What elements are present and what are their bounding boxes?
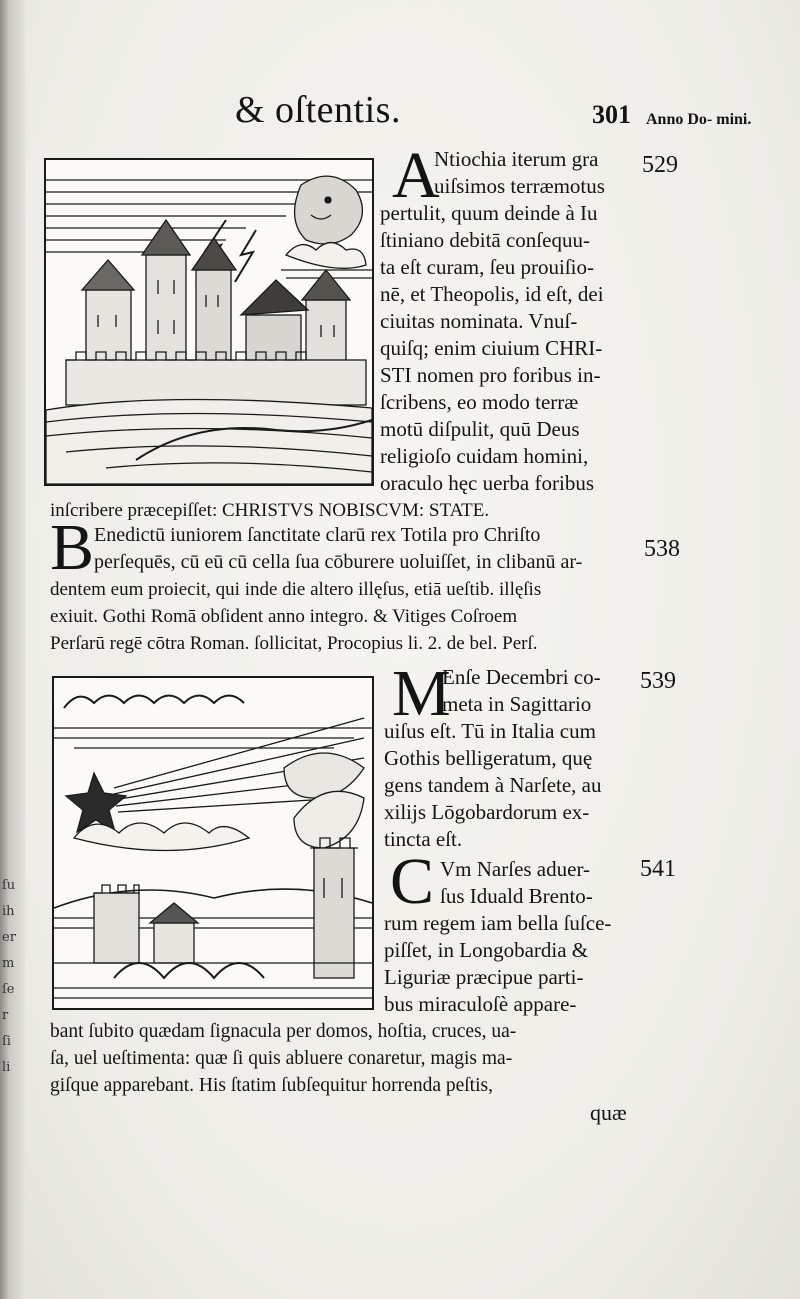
text-line: tincta eſt. <box>384 827 463 851</box>
margin-year: 529 <box>642 152 678 178</box>
woodcut-comet <box>52 676 374 1010</box>
margin-year: 541 <box>640 856 676 882</box>
text-line: xilijs Lōgobardorum ex- <box>384 800 590 824</box>
binding-gutter <box>0 0 26 1299</box>
page-number: 301 <box>592 100 631 129</box>
drop-cap: C <box>390 845 435 918</box>
text-line: Liguriæ præcipue parti- <box>384 965 584 989</box>
facing-page-fragment: ſu <box>2 878 16 893</box>
text-line: perſequēs, cū eū cū cella ſua cōburere uoluiſſet, in clibanū ar- <box>94 551 583 573</box>
text-line: ſa, uel ueſtimenta: quæ ſi quis abluere conaretur, magis ma- <box>50 1048 513 1069</box>
text-line: uiſsimos terræmotus <box>434 174 605 198</box>
facing-page-fragment: ſi <box>2 1034 11 1049</box>
woodcut-earthquake-city <box>44 158 374 486</box>
text-line: exiuit. Gothi Romā obſident anno integro. & Vitiges Coſroem <box>50 606 518 627</box>
drop-cap: B <box>50 511 95 584</box>
text-line: dentem eum proiecit, qui inde die altero illęſus, etiā ueſtib. illęſis <box>50 579 542 600</box>
facing-page-fragment: r <box>2 1008 9 1023</box>
text-line: Ntiochia iterum gra <box>434 147 599 171</box>
text-line: motū diſpulit, quū Deus <box>380 417 580 441</box>
facing-page-fragment: ſe <box>2 982 15 997</box>
margin-year: 538 <box>644 536 680 562</box>
text-line: ta eſt curam, ſeu prouiſio- <box>380 255 595 279</box>
text-line: giſque apparebant. His ſtatim ſubſequitur horrenda peſtis, <box>50 1075 493 1096</box>
facing-page-fragment: ih <box>2 904 15 919</box>
text-line: nē, et Theopolis, id eſt, dei <box>380 282 604 306</box>
text-line: ſcribens, eo modo terræ <box>380 390 579 414</box>
facing-page-fragment: li <box>2 1060 11 1075</box>
text-line: Enedictū iuniorem ſanctitate clarū rex Totila pro Chriſto <box>94 524 541 546</box>
text-line: ſtiniano debitā conſequu- <box>380 228 590 252</box>
drop-cap: A <box>392 139 440 212</box>
text-line: Perſarū regē cōtra Roman. ſollicitat, Procopius li. 2. de bel. Perſ. <box>50 633 538 654</box>
text-line: rum regem iam bella ſuſce- <box>384 911 612 935</box>
text-line: Gothis belligeratum, quę <box>384 746 593 770</box>
text-line: uiſus eſt. Tū in Italia cum <box>384 719 596 743</box>
facing-page-fragment: er <box>2 930 16 945</box>
comet-illustration <box>54 678 372 1008</box>
text-line: ciuitas nominata. Vnuſ- <box>380 309 578 333</box>
text-line: Enſe Decembri co- <box>442 665 601 689</box>
text-line: bus miraculoſè appare- <box>384 992 577 1016</box>
text-line: piſſet, in Longobardia & <box>384 938 589 962</box>
text-line: meta in Sagittario <box>442 692 592 716</box>
catchword: quæ <box>590 1100 627 1125</box>
text-line: bant ſubito quædam ſignacula per domos, hoſtia, cruces, ua- <box>50 1021 517 1042</box>
text-line: Vm Narſes aduer- <box>440 857 591 881</box>
text-line: STI nomen pro foribus in- <box>380 363 601 387</box>
text-line: religioſo cuidam homini, <box>380 444 589 468</box>
running-head: & oſtentis. <box>235 89 401 131</box>
facing-page-fragment: m <box>2 956 15 971</box>
text-line: oraculo hęc uerba foribus <box>380 471 594 495</box>
text-line: gens tandem à Narſete, au <box>384 773 602 797</box>
text-line: pertulit, quum deinde à Iu <box>380 201 598 225</box>
margin-year: 539 <box>640 668 676 694</box>
anno-domini-label: Anno Do- mini. <box>646 111 752 128</box>
city-illustration <box>46 160 372 484</box>
text-line: quiſq; enim ciuium CHRI- <box>380 336 603 360</box>
text-line: inſcribere præcepiſſet: CHRISTVS NOBISCVM: STATE. <box>50 500 490 521</box>
drop-cap: M <box>392 657 451 730</box>
text-line: ſus Iduald Brento- <box>440 884 593 908</box>
